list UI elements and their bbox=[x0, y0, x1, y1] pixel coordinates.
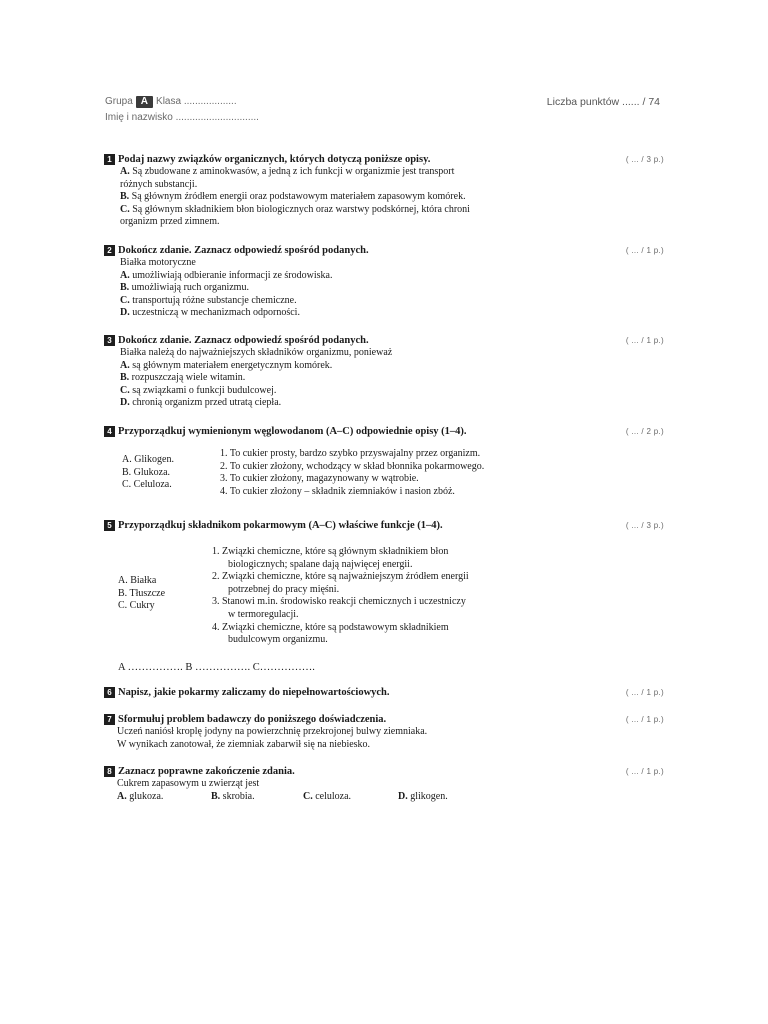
task-8-option-c[interactable]: C. celuloza. bbox=[303, 790, 352, 802]
task-6-title: Napisz, jakie pokarmy zaliczamy do niepełnowartościowych. bbox=[118, 687, 390, 698]
task-6-heading bbox=[104, 686, 664, 699]
task-2-option-c[interactable]: C. transportują różne substancje chemiczne. bbox=[120, 294, 297, 306]
group-label: Grupa bbox=[105, 96, 133, 107]
task-4-carbohydrates bbox=[122, 454, 174, 492]
task-8-option-b[interactable]: B. skrobia. bbox=[211, 790, 255, 802]
task-2-title: Dokończ zdanie. Zaznacz odpowiedź spośród podanych. bbox=[118, 245, 369, 256]
list-item: 2. Związki chemiczne, które są najważniejszym źródłem energii bbox=[212, 571, 469, 583]
task-8-heading bbox=[104, 765, 664, 778]
list-item: A. Glikogen. bbox=[122, 454, 174, 465]
task-1-heading bbox=[104, 153, 664, 166]
list-item: C. Celuloza. bbox=[122, 479, 172, 491]
task-3-option-c[interactable]: C. są związkami o funkcji budulcowej. bbox=[120, 384, 277, 396]
task-1-item-b: B. Są głównym źródłem energii oraz podstawowym materiałem zapasowym komórek. bbox=[120, 191, 466, 203]
task-1-item-c: C. Są głównym składnikiem błon biologicznych oraz warstwy podskórnej, która chroni bbox=[120, 203, 470, 215]
list-item: w termoregulacji. bbox=[228, 608, 299, 620]
group-badge: A bbox=[136, 96, 153, 108]
task-2 bbox=[104, 244, 664, 320]
task-number-badge: 4 bbox=[104, 426, 115, 437]
task-8-option-d[interactable]: D. glikogen. bbox=[398, 790, 448, 802]
task-5-heading bbox=[104, 519, 664, 532]
list-item: 1. To cukier prosty, bardzo szybko przyswajalny przez organizm. bbox=[220, 448, 481, 459]
list-item: 1. Związki chemiczne, które są głównym składnikiem błon bbox=[212, 546, 449, 557]
task-3-option-b[interactable]: B. rozpuszczają wiele witamin. bbox=[120, 372, 246, 384]
task-2-option-b[interactable]: B. umożliwiają ruch organizmu. bbox=[120, 282, 249, 294]
task-5-points: ( ... / 3 p.) bbox=[625, 521, 664, 530]
task-number-badge: 2 bbox=[104, 245, 115, 256]
task-5-functions bbox=[212, 546, 469, 647]
list-item: B. Glukoza. bbox=[122, 466, 171, 478]
list-item: C. Cukry bbox=[118, 600, 155, 612]
task-6-points: ( ... / 1 p.) bbox=[625, 688, 664, 697]
list-item: biologicznych; spalane dają najwięcej energii. bbox=[228, 558, 413, 570]
task-2-points: ( ... / 1 p.) bbox=[625, 246, 664, 255]
task-3-points: ( ... / 1 p.) bbox=[625, 336, 664, 345]
task-3-title: Dokończ zdanie. Zaznacz odpowiedź spośród podanych. bbox=[118, 335, 369, 346]
task-3-heading bbox=[104, 334, 664, 347]
list-item: 4. Związki chemiczne, które są podstawowym składnikiem bbox=[212, 621, 449, 633]
list-item: 3. To cukier złożony, magazynowany w wątrobie. bbox=[220, 473, 419, 485]
task-5-answer-line[interactable]: A ……………. B ……………. C……………. bbox=[118, 662, 315, 673]
task-1-points: ( ... / 3 p.) bbox=[625, 155, 664, 164]
list-item: budulcowym organizmu. bbox=[228, 634, 328, 646]
task-1-item-a: A. Są zbudowane z aminokwasów, a jedną z ich funkcji w organizmie jest transport bbox=[120, 166, 455, 177]
task-1-item-c-cont: organizm przed zimnem. bbox=[120, 216, 220, 228]
task-3-option-d[interactable]: D. chronią organizm przed utratą ciepła. bbox=[120, 397, 282, 409]
task-1-item-a-cont: różnych substancji. bbox=[120, 178, 198, 190]
task-2-stem: Białka motoryczne bbox=[120, 257, 196, 268]
task-4-title: Przyporządkuj wymienionym węglowodanom (A–C) odpowiednie opisy (1–4). bbox=[118, 426, 467, 437]
task-8-options bbox=[104, 791, 664, 804]
task-4-descriptions bbox=[220, 448, 484, 498]
task-7-heading bbox=[104, 713, 664, 726]
task-7-points: ( ... / 1 p.) bbox=[625, 715, 664, 724]
total-points: Liczba punktów ...... / 74 bbox=[546, 96, 660, 108]
task-5 bbox=[104, 519, 664, 682]
task-number-badge: 8 bbox=[104, 766, 115, 777]
task-number-badge: 3 bbox=[104, 335, 115, 346]
task-number-badge: 7 bbox=[104, 714, 115, 725]
list-item: A. Białka bbox=[118, 575, 157, 586]
task-2-option-a[interactable]: A. umożliwiają odbieranie informacji ze środowiska. bbox=[120, 269, 333, 281]
task-4-points: ( ... / 2 p.) bbox=[625, 427, 664, 436]
task-3-option-a[interactable]: A. są głównym materiałem energetycznym komórek. bbox=[120, 359, 333, 371]
task-3 bbox=[104, 334, 664, 410]
task-7-line-2: W wynikach zanotował, że ziemniak zabarwił się na niebiesko. bbox=[117, 738, 371, 750]
task-1 bbox=[104, 153, 664, 229]
task-number-badge: 1 bbox=[104, 154, 115, 165]
task-8-option-a[interactable]: A. glukoza. bbox=[117, 790, 164, 802]
task-8-points: ( ... / 1 p.) bbox=[625, 767, 664, 776]
task-4-heading bbox=[104, 425, 664, 438]
task-1-title: Podaj nazwy związków organicznych, których dotyczą poniższe opisy. bbox=[118, 154, 431, 165]
task-8-stem: Cukrem zapasowym u zwierząt jest bbox=[117, 778, 260, 789]
task-number-badge: 5 bbox=[104, 520, 115, 531]
task-2-option-d[interactable]: D. uczestniczą w mechanizmach odporności. bbox=[120, 307, 300, 319]
list-item: B. Tłuszcze bbox=[118, 587, 166, 599]
task-4 bbox=[104, 425, 664, 497]
list-item: 4. To cukier złożony – składnik ziemniaków i nasion zbóż. bbox=[220, 485, 455, 497]
list-item: 2. To cukier złożony, wchodzący w skład błonnika pokarmowego. bbox=[220, 460, 485, 472]
class-field: Klasa ................... bbox=[156, 96, 237, 107]
list-item: potrzebnej do pracy mięśni. bbox=[228, 583, 340, 595]
task-3-stem: Białka należą do najważniejszych składników organizmu, ponieważ bbox=[120, 347, 393, 358]
task-8 bbox=[104, 765, 664, 804]
list-item: 3. Stanowi m.in. środowisko reakcji chemicznych i uczestniczy bbox=[212, 596, 466, 608]
task-2-heading bbox=[104, 244, 664, 257]
task-7 bbox=[104, 713, 664, 751]
task-6 bbox=[104, 686, 664, 699]
task-8-title: Zaznacz poprawne zakończenie zdania. bbox=[118, 766, 295, 777]
task-5-nutrients bbox=[118, 575, 165, 613]
task-7-title: Sformułuj problem badawczy do poniższego doświadczenia. bbox=[118, 714, 387, 725]
group-field bbox=[105, 96, 237, 108]
task-7-line-1: Uczeń naniósł kroplę jodyny na powierzchnię przekrojonej bulwy ziemniaka. bbox=[117, 726, 428, 737]
task-5-title: Przyporządkuj składnikom pokarmowym (A–C) właściwe funkcje (1–4). bbox=[118, 520, 443, 531]
name-field: Imię i nazwisko .............................. bbox=[105, 112, 259, 123]
task-number-badge: 6 bbox=[104, 687, 115, 698]
